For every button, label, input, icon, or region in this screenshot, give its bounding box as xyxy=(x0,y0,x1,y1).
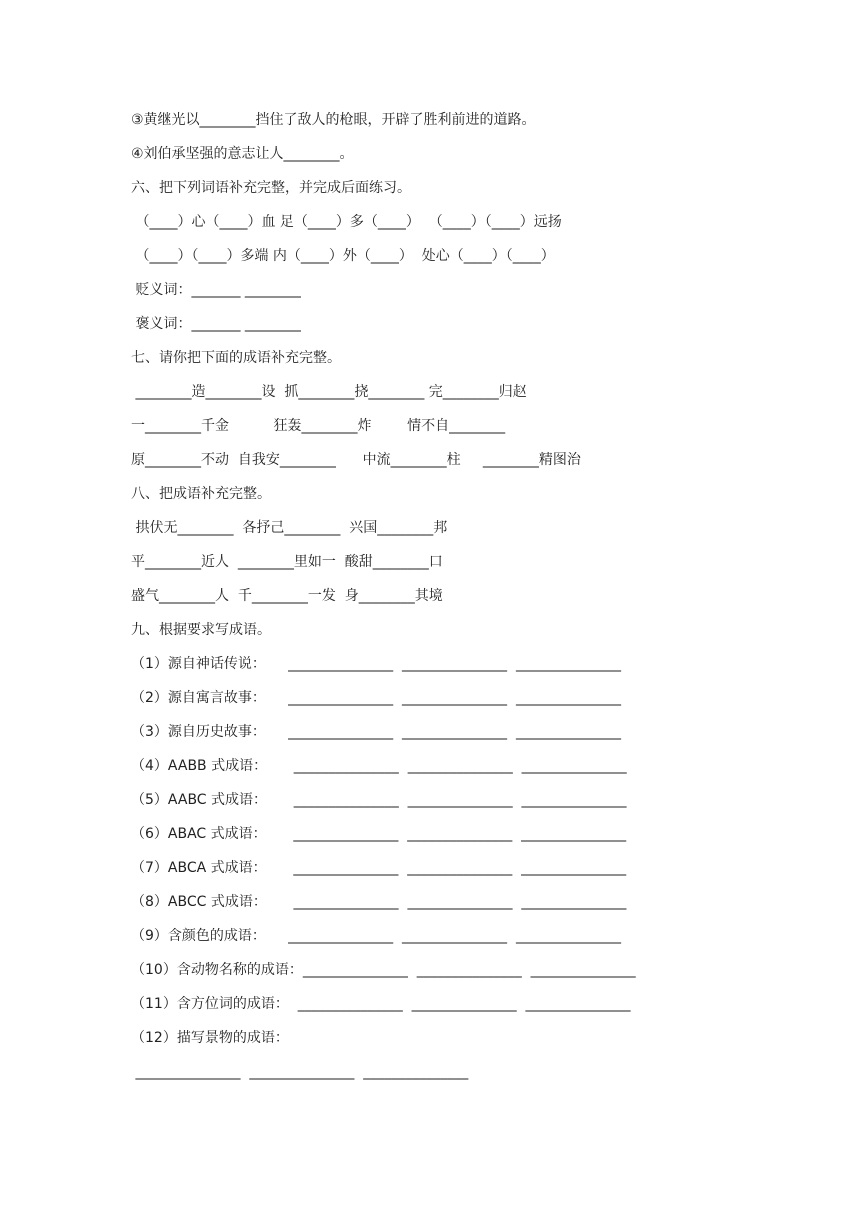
section-9-item-12-blanks: _______________ _______________ _______________ xyxy=(131,1064,469,1080)
section-9-item-5: （5）AABC 式成语： _______________ _______________ _______________ xyxy=(131,792,627,808)
derogatory-words-line: 贬义词：_______ ________ xyxy=(131,282,301,298)
section-9-item-12: （12）描写景物的成语： xyxy=(131,1030,289,1046)
section-9-heading: 九、根据要求写成语。 xyxy=(131,622,271,638)
section-9-item-8: （8）ABCC 式成语： _______________ _______________ _______________ xyxy=(131,894,627,910)
section-8-row-3: 盛气________人 千________一发 身________其境 xyxy=(131,588,443,604)
section-7-heading: 七、请你把下面的成语补充完整。 xyxy=(131,350,341,366)
line-03-heijiguang: ③黄继光以________挡住了敌人的枪眼，开辟了胜利前进的道路。 xyxy=(131,112,536,128)
section-9-item-6: （6）ABAC 式成语： _______________ _______________ _______________ xyxy=(131,826,627,842)
section-9-item-2: （2）源自寓言故事： _______________ _______________ _______________ xyxy=(131,690,621,706)
section-9-item-7: （7）ABCA 式成语： _______________ _______________ _______________ xyxy=(131,860,627,876)
section-9-item-3: （3）源自历史故事： _______________ _______________ _______________ xyxy=(131,724,621,740)
section-7-row-3: 原________不动 自我安________ 中流________柱 ________精图治 xyxy=(131,452,581,468)
section-6-row-1: （____）心（____）血 足（____）多（____） （____）（____）远扬 xyxy=(131,214,562,230)
section-7-row-1: ________造________设 抓________挠________ 完________归赵 xyxy=(131,384,527,400)
section-6-heading: 六、把下列词语补充完整，并完成后面练习。 xyxy=(131,180,411,196)
section-8-row-2: 平________近人 ________里如一 酸甜________口 xyxy=(131,554,443,570)
commendatory-words-line: 褒义词：_______ ________ xyxy=(131,316,301,332)
section-9-item-11: （11）含方位词的成语： _______________ _______________ _______________ xyxy=(131,996,631,1012)
section-9-item-10: （10）含动物名称的成语：_______________ _______________ _______________ xyxy=(131,962,636,978)
section-7-row-2: 一________千金 狂轰________炸 情不自________ xyxy=(131,418,506,434)
section-6-row-2: （____）（____）多端 内（____）外（____） 处心（____）（____） xyxy=(131,248,555,264)
line-04-liubocheng: ④刘伯承坚强的意志让人________。 xyxy=(131,146,354,162)
section-9-item-9: （9）含颜色的成语： _______________ _______________ _______________ xyxy=(131,928,621,944)
section-9-item-1: （1）源自神话传说： _______________ _______________ _______________ xyxy=(131,656,621,672)
section-8-heading: 八、把成语补充完整。 xyxy=(131,486,271,502)
section-8-row-1: 拱伏无________ 各抒己________ 兴国________邦 xyxy=(131,520,448,536)
section-9-item-4: （4）AABB 式成语： _______________ _______________ _______________ xyxy=(131,758,627,774)
